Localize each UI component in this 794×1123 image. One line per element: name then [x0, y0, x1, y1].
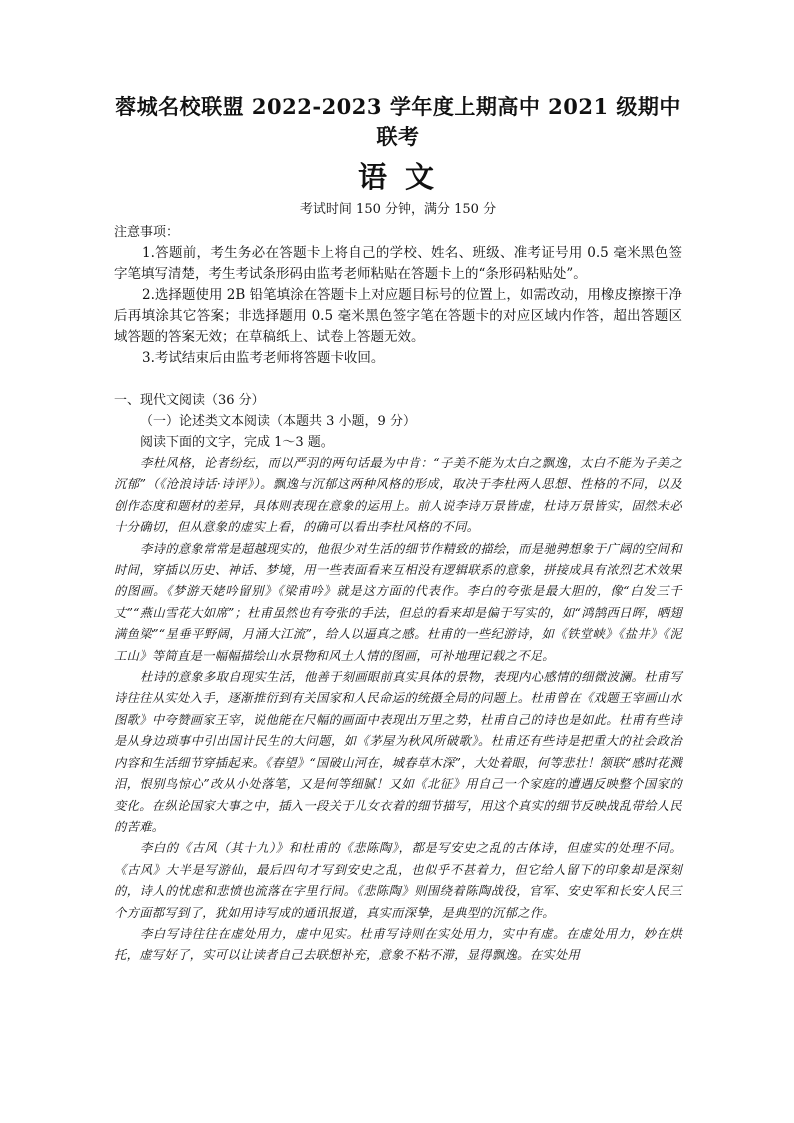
passage-paragraph: 李白的《古风（其十九）》和杜甫的《悲陈陶》，都是写安史之乱的古体诗，但虚实的处理不同。《古风》大半是写游仙，最后四句才写到安史之乱，也似乎不甚着力，但它给人留下的印象却是深刻的，诗人的忧虑和悲愤也流落在字里行间。《悲陈陶》则围绕着陈陶战役，官军、安史军和长安人民三个方面都写到了，犹如用诗写成的通讯报道，真实而深挚，是典型的沉郁之作。: [114, 841, 682, 920]
passage-paragraph: 李诗的意象常常是超越现实的，他很少对生活的细节作精致的描绘，而是驰骋想象于广阔的空间和时间，穿插以历史、神话、梦境，用一些表面看来互相没有逻辑联系的意象，拼接成具有浓烈艺术效果的图画。《梦游天姥吟留别》《梁甫吟》就是这方面的代表作。李白的夸张是最大胆的，像“白发三千丈”“燕山雪花大如席”；杜甫虽然也有夸张的手法，但总的看来却是偏于写实的，如“鸿鹄西日晖，晒翅满鱼梁”“星垂平野阔，月涌大江流”，给人以逼真之感。杜甫的一些纪游诗，如《铁堂峡》《盐井》《泥工山》等简直是一幅幅描绘山水景物和风土人情的图画，可补地理记载之不足。: [114, 541, 683, 663]
note-item: 3.考试结束后由监考老师将答题卡收回。: [142, 350, 385, 366]
passage-paragraph: 杜诗的意象多取自现实生活，他善于刻画眼前真实具体的景物，表现内心感情的细微波澜。杜甫写诗往往从实处入手，逐渐推衍到有关国家和人民命运的统摄全局的问题上。杜甫曾在《戏题王宰画山水图歌》中夸赞画家王宰，说他能在尺幅的画面中表现出万里之势，杜甫自己的诗也是如此。杜甫有些诗是从身边琐事中引出国计民生的大问题，如《茅屋为秋风所破歌》。杜甫还有些诗是把重大的社会政治内容和生活细节穿插起来。《春望》“国破山河在，城春草木深”，大处着眼，何等悲壮！颔联“感时花溅泪，恨别鸟惊心”改从小处落笔，又是何等细腻！又如《北征》用自己一个家庭的遭遇反映整个国家的变化。在纵论国家大事之中，插入一段关于儿女衣着的细节描写，用这个真实的细节反映战乱带给人民的苦难。: [114, 670, 682, 834]
passage-paragraph: 李白写诗往往在虚处用力，虚中见实。杜甫写诗则在实处用力，实中有虚。在虚处用力，妙在烘托，虚写好了，实可以让读者自己去联想补充，意象不粘不滞，显得飘逸。在实处用: [114, 926, 682, 963]
passage-paragraph: 李杜风格，论者纷纭，而以严羽的两句话最为中肯：“子美不能为太白之飘逸，太白不能为子美之沉郁”（《沧浪诗话·诗评》）。飘逸与沉郁这两种风格的形成，取决于李杜两人思想、性格的不同，以及创作态度和题材的差异，具体则表现在意象的运用上。前人说李诗万景皆虚，杜诗万景皆实，固然未必十分确切，但从意象的虚实上看，的确可以看出李杜风格的不同。: [114, 456, 682, 535]
reading-instruction: 阅读下面的文字，完成 1～3 题。: [140, 435, 334, 450]
spacer: [114, 369, 682, 390]
exam-info: 考试时间 150 分钟，满分 150 分: [299, 202, 497, 217]
subsection-title: （一）论述类文本阅读（本题共 3 小题，9 分）: [140, 414, 416, 429]
section-title: 一、现代文阅读（36 分）: [114, 393, 265, 408]
exam-title: 蓉城名校联盟 2022-2023 学年度上期高中 2021 级期中联考: [115, 94, 681, 149]
note-item: 2.选择题使用 2B 铅笔填涂在答题卡上对应题目标号的位置上，如需改动，用橡皮擦擦干净后再填涂其它答案；非选择题用 0.5 毫米黑色签字笔在答题卡的对应区域内作答，超出答题区域答题的答案无效；在草稿纸上、试卷上答题无效。: [114, 287, 682, 345]
subject-title: 语文: [357, 160, 452, 194]
notes-title: 注意事项：: [114, 225, 180, 240]
note-item: 1.答题前，考生务必在答题卡上将自己的学校、姓名、班级、准考证号用 0.5 毫米黑色签字笔填写清楚，考生考试条形码由监考老师粘贴在答题卡上的“条形码粘贴处”。: [114, 245, 682, 282]
